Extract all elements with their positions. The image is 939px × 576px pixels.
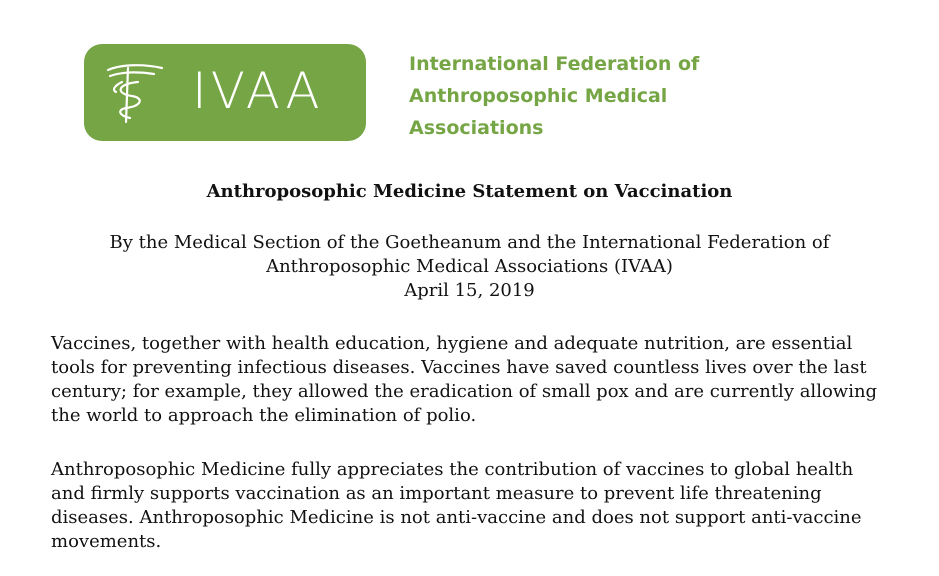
byline: [0, 231, 939, 303]
organization-name-line: International Federation of: [409, 53, 700, 75]
paragraph-line: tools for preventing infectious diseases. Vaccines have saved countless lives over the last: [51, 357, 867, 378]
ivaa-logo: [84, 44, 366, 141]
paragraph-line: movements.: [51, 531, 162, 552]
letterhead: [84, 44, 904, 144]
organization-name: [409, 48, 709, 144]
paragraph-line: diseases. Anthroposophic Medicine is not anti-vaccine and does not support anti-vaccine: [51, 507, 862, 528]
paragraph-line: the world to approach the elimination of polio.: [51, 405, 477, 426]
paragraph-line: Anthroposophic Medicine fully appreciates the contribution of vaccines to global health: [51, 459, 854, 480]
paragraph-line: century; for example, they allowed the eradication of small pox and are currently allowing: [51, 381, 878, 402]
paragraph-1: [51, 332, 911, 428]
organization-name-line: Associations: [409, 117, 544, 139]
byline-line: By the Medical Section of the Goetheanum and the International Federation of: [109, 232, 830, 253]
document-title: Anthroposophic Medicine Statement on Vaccination: [206, 181, 733, 202]
paragraph-line: and firmly supports vaccination as an important measure to prevent life threatening: [51, 483, 822, 504]
organization-name-line: Anthroposophic Medical: [409, 85, 668, 107]
caduceus-icon: [102, 60, 166, 126]
logo-wordmark: IVAA: [192, 62, 324, 120]
paragraph-line: Vaccines, together with health education, hygiene and adequate nutrition, are essential: [51, 333, 853, 354]
paragraph-2: [51, 458, 911, 554]
byline-date: April 15, 2019: [404, 280, 535, 301]
byline-line: Anthroposophic Medical Associations (IVAA): [266, 256, 673, 277]
